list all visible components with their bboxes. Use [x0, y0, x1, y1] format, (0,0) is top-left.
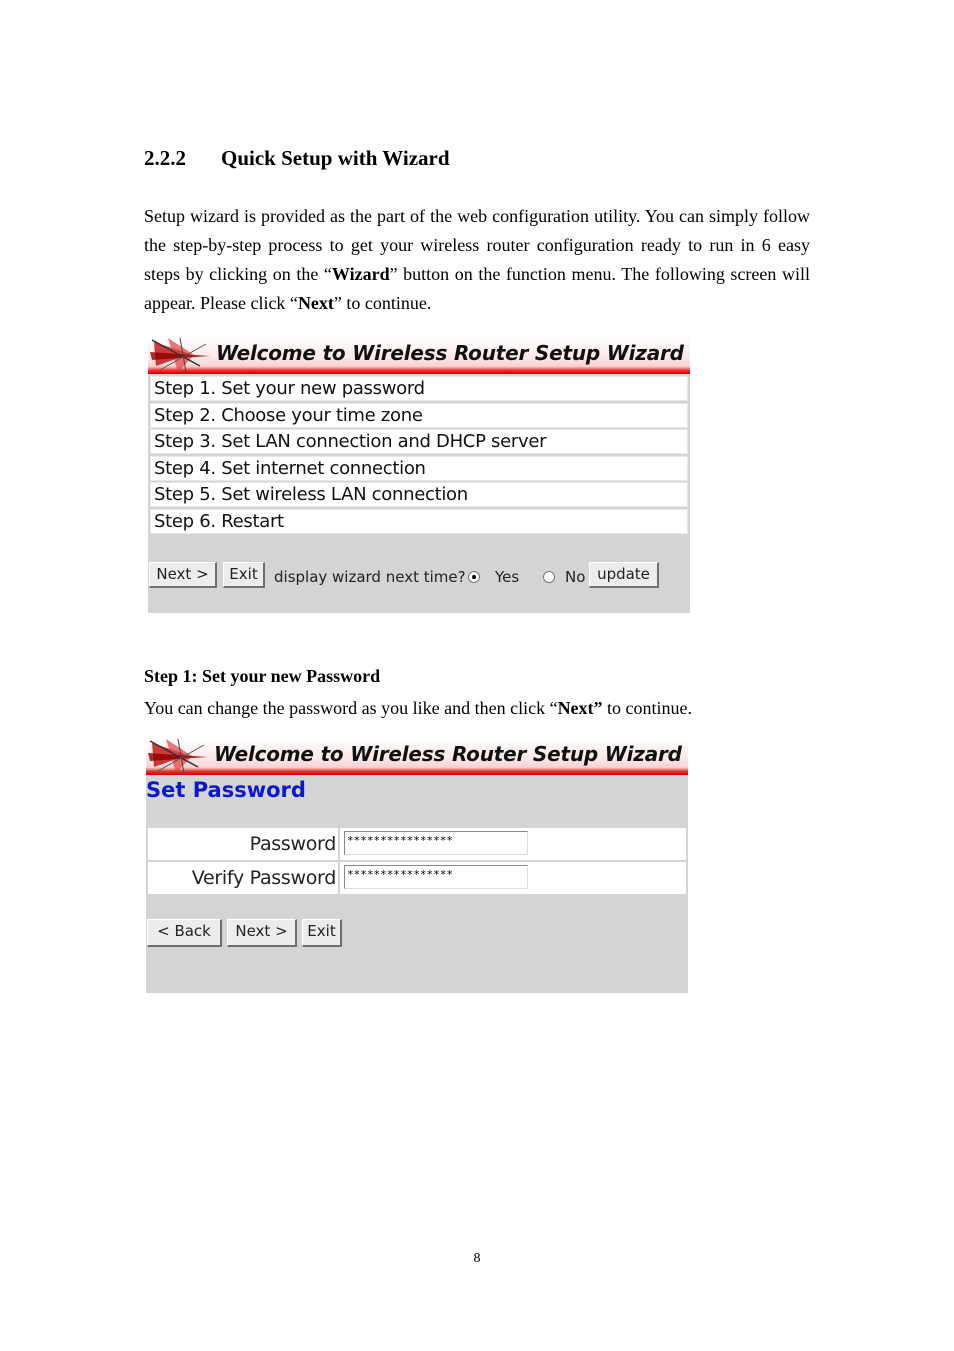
display-next-time-label: display wizard next time?	[274, 568, 466, 586]
password-label: Password	[148, 828, 340, 860]
step-item: Step 3. Set LAN connection and DHCP server	[150, 429, 688, 454]
starburst-logo-icon	[150, 336, 224, 374]
wizard-banner	[148, 336, 690, 374]
exit-button[interactable]: Exit	[223, 562, 265, 588]
no-label: No	[565, 568, 586, 586]
starburst-logo-icon	[148, 737, 222, 775]
intro-text-2: ” button on the function menu. The following screen will appear. Please click “	[144, 264, 810, 313]
step-list	[150, 376, 688, 534]
intro-text-1: Setup wizard is provided as the part of the web configuration utility. You can simply follow the step-by-step process to get your wireless router configuration ready to run in 6 easy steps by clicking on the “	[144, 206, 810, 284]
set-password-title: Set Password	[146, 778, 306, 802]
step-item: Step 5. Set wireless LAN connection	[150, 482, 688, 507]
password-field[interactable]: ****************	[344, 831, 528, 855]
step-item: Step 4. Set internet connection	[150, 456, 688, 481]
verify-password-field[interactable]: ****************	[344, 865, 528, 889]
intro-bold-wizard: Wizard	[331, 264, 390, 284]
step-item: Step 1. Set your new password	[150, 376, 688, 401]
set-password-screenshot	[146, 737, 688, 993]
verify-password-row	[148, 862, 686, 894]
step-item: Step 2. Choose your time zone	[150, 403, 688, 428]
intro-paragraph	[144, 202, 810, 318]
yes-radio[interactable]	[468, 571, 480, 583]
step1-heading: Step 1: Set your new Password	[144, 666, 381, 686]
step1-text-2: to continue.	[602, 698, 693, 718]
page-number: 8	[473, 1251, 481, 1266]
section-heading	[144, 146, 450, 171]
next-button[interactable]: Next >	[227, 919, 297, 947]
exit-button[interactable]: Exit	[302, 919, 342, 947]
wizard-banner	[146, 737, 688, 775]
verify-password-label: Verify Password	[148, 862, 340, 894]
step1-bold-next: Next”	[557, 698, 603, 718]
banner-title: Welcome to Wireless Router Setup Wizard	[216, 341, 684, 365]
next-button[interactable]: Next >	[149, 562, 217, 588]
section-title: Quick Setup with Wizard	[221, 146, 450, 170]
yes-label: Yes	[495, 568, 520, 586]
step1-text-1: You can change the password as you like and then click “	[144, 698, 558, 718]
back-button[interactable]: < Back	[147, 919, 222, 947]
step1-paragraph	[144, 694, 810, 723]
wizard-controls	[148, 561, 690, 591]
password-row	[148, 828, 686, 860]
wizard-welcome-screenshot	[148, 336, 690, 613]
banner-title: Welcome to Wireless Router Setup Wizard	[214, 742, 682, 766]
no-radio[interactable]	[543, 571, 555, 583]
step-item: Step 6. Restart	[150, 509, 688, 534]
section-number: 2.2.2	[144, 146, 186, 170]
intro-text-3: ” to continue.	[333, 293, 432, 313]
intro-bold-next: Next	[297, 293, 334, 313]
update-button[interactable]: update	[589, 562, 659, 588]
